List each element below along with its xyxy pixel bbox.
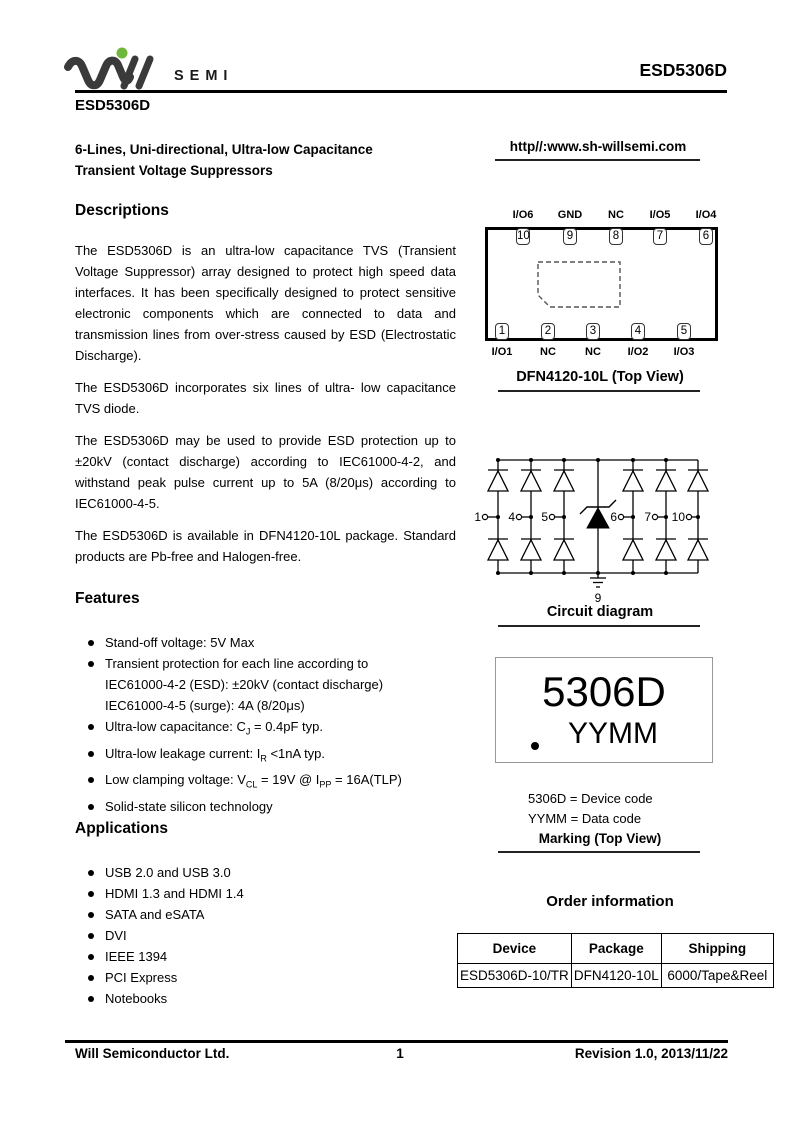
marking-device-code: 5306D — [542, 668, 666, 715]
feature-item — [75, 653, 456, 674]
order-table-cell: ESD5306D-10/TR — [458, 964, 572, 988]
feature-text: Transient protection for each line according to — [105, 656, 369, 671]
pin-number-3: 3 — [586, 323, 600, 340]
feature-item — [75, 769, 456, 796]
circuit-pin-7: 7 — [644, 510, 651, 524]
pin-label-bottom-4: I/O2 — [627, 346, 649, 358]
feature-item — [75, 632, 456, 653]
circuit-pin-9-ground: 9 — [594, 591, 602, 605]
footer-revision: Revision 1.0, 2013/11/22 — [574, 1046, 728, 1061]
die-pad-outline — [488, 230, 715, 338]
pin-number-9: 9 — [563, 228, 577, 245]
marking-box — [495, 657, 713, 763]
feature-text: Low clamping voltage: $V_{CL} = 19V$ @ $I_{PP} = 16A(TLP)$ — [105, 772, 402, 790]
application-text: DVI — [105, 928, 127, 943]
marking-legend-date: YYMM = Data code — [528, 811, 642, 826]
circuit-pin-10: 10 — [671, 510, 685, 524]
bullet-icon — [88, 640, 94, 646]
bullet-icon — [88, 751, 94, 757]
feature-item — [75, 695, 456, 716]
description-paragraph: The ESD5306D incorporates six lines of ultra- low capacitance TVS diode. — [75, 380, 456, 416]
footer-rule — [65, 1040, 728, 1043]
bullet-icon — [88, 891, 94, 897]
pin-number-2: 2 — [541, 323, 555, 340]
bullet-icon — [88, 933, 94, 939]
website-url: http//:www.sh-willsemi.com — [509, 139, 687, 154]
pin-number-6: 6 — [699, 228, 713, 245]
pin-label-top-5: I/O4 — [695, 209, 717, 221]
pin-label-bottom-1: I/O1 — [491, 346, 513, 358]
subtitle-line-1: 6-Lines, Uni-directional, Ultra-low Capacitance — [75, 142, 373, 157]
description-paragraph: The ESD5306D is an ultra-low capacitance TVS (Transient Voltage Suppressor) array designed to protect high speed data interfaces. It has been specifically designed to protect sensitive electronic components which are connected to data and transmission lines from over-stress caused by ESD (Electrostatic Discharge). — [75, 243, 456, 363]
marking-figure — [470, 650, 730, 860]
pin-number-4: 4 — [631, 323, 645, 340]
feature-text: Ultra-low leakage current: $I_R <1nA$ typ. — [105, 745, 326, 764]
footer-company: Will Semiconductor Ltd. — [75, 1046, 230, 1061]
bullet-icon — [88, 954, 94, 960]
feature-item — [75, 716, 456, 743]
application-text: IEEE 1394 — [105, 949, 168, 964]
bullet-icon — [88, 777, 94, 783]
circuit-caption-rule — [498, 625, 700, 627]
application-item — [75, 862, 456, 883]
features-heading: Features — [75, 590, 140, 607]
feature-text: IEC61000-4-2 (ESD): ±20kV (contact discharge) — [105, 677, 384, 692]
order-table-cell: DFN4120-10L — [571, 964, 661, 988]
logo-slash-2 — [139, 59, 150, 86]
application-item — [75, 946, 456, 967]
pin-label-top-3: NC — [608, 209, 624, 221]
bullet-icon — [88, 870, 94, 876]
pin-number-10: 10 — [516, 228, 530, 245]
application-item — [75, 988, 456, 1009]
order-col-header: Shipping — [661, 934, 773, 964]
bullet-icon — [88, 975, 94, 981]
circuit-pin-6: 6 — [610, 510, 617, 524]
logo-wave — [68, 59, 150, 86]
order-information-section — [440, 893, 780, 983]
bullet-icon — [88, 724, 94, 730]
doc-subtitle — [75, 139, 373, 181]
feature-item — [75, 796, 456, 817]
order-table-body — [458, 964, 774, 988]
applications-list — [75, 862, 456, 1009]
order-col-header: Package — [571, 934, 661, 964]
pin1-marker-dot-icon — [531, 742, 539, 750]
marking-legend-device: 5306D = Device code — [528, 791, 653, 806]
circuit-schematic — [470, 450, 730, 608]
pin-number-5: 5 — [677, 323, 691, 340]
pin-label-top-2: GND — [557, 209, 583, 221]
bullet-icon — [88, 912, 94, 918]
header-rule — [75, 90, 727, 93]
application-item — [75, 883, 456, 904]
applications-heading: Applications — [75, 820, 169, 837]
application-text: SATA and eSATA — [105, 907, 205, 922]
order-table-header-row — [458, 934, 774, 964]
feature-text: Solid-state silicon technology — [105, 798, 273, 814]
part-number-heading: ESD5306D — [75, 97, 151, 114]
package-diagram-figure — [470, 200, 730, 396]
pin-number-8: 8 — [609, 228, 623, 245]
logo-green-dot-icon — [117, 48, 128, 59]
order-table-cell: 6000/Tape&Reel — [661, 964, 773, 988]
header-part-title: ESD5306D — [639, 60, 727, 80]
pin-number-7: 7 — [653, 228, 667, 245]
bullet-icon — [88, 804, 94, 810]
website-underline — [495, 159, 700, 161]
application-text: PCI Express — [105, 970, 178, 985]
application-item — [75, 925, 456, 946]
application-item — [75, 967, 456, 988]
circuit-pin-4: 4 — [508, 510, 515, 524]
pin-label-top-1: I/O6 — [512, 209, 534, 221]
order-info-table — [457, 933, 774, 988]
will-semi-logo — [63, 46, 163, 92]
circuit-caption: Circuit diagram — [546, 604, 654, 620]
pin-label-bottom-3: NC — [585, 346, 601, 358]
package-caption-rule — [498, 390, 700, 392]
description-paragraph: The ESD5306D is available in DFN4120-10L package. Standard products are Pb-free and Halogen-free. — [75, 528, 456, 564]
package-outline — [485, 227, 718, 341]
order-info-heading: Order information — [546, 893, 674, 910]
circuit-diagram-figure — [470, 450, 730, 630]
marking-caption: Marking (Top View) — [538, 831, 662, 846]
feature-text: Ultra-low capacitance: $C_J = 0.4pF$ typ. — [105, 719, 324, 737]
bullet-icon — [88, 661, 94, 667]
feature-text: Stand-off voltage: 5V Max — [105, 635, 255, 650]
application-text: USB 2.0 and USB 3.0 — [105, 865, 231, 880]
description-paragraphs — [75, 240, 456, 578]
pin-label-top-4: I/O5 — [649, 209, 671, 221]
order-table-row — [458, 964, 774, 988]
circuit-pin-1: 1 — [474, 510, 481, 524]
pin-label-bottom-5: I/O3 — [673, 346, 695, 358]
logo-brand-text: SEMI — [174, 68, 234, 84]
feature-item — [75, 743, 456, 770]
circuit-pin-5: 5 — [541, 510, 548, 524]
application-text: HDMI 1.3 and HDMI 1.4 — [105, 886, 244, 901]
descriptions-heading: Descriptions — [75, 202, 169, 219]
application-text: Notebooks — [105, 991, 168, 1006]
pin-label-bottom-2: NC — [540, 346, 556, 358]
subtitle-line-2: Transient Voltage Suppressors — [75, 163, 273, 178]
marking-date-code: YYMM — [568, 717, 658, 750]
feature-item — [75, 674, 456, 695]
features-list — [75, 632, 456, 817]
application-item — [75, 904, 456, 925]
bullet-icon — [88, 996, 94, 1002]
feature-text: IEC61000-4-5 (surge): 4A (8/20μs) — [105, 698, 305, 713]
description-paragraph: The ESD5306D may be used to provide ESD protection up to ±20kV (contact discharge) according to IEC61000-4-2, and withstand peak pulse current up to 5A (8/20μs) according to IEC61000-4-5. — [75, 433, 456, 511]
pin-number-1: 1 — [495, 323, 509, 340]
marking-caption-rule — [498, 851, 700, 853]
footer-page-number: 1 — [396, 1046, 404, 1061]
package-caption: DFN4120-10L (Top View) — [516, 369, 684, 385]
order-col-header: Device — [458, 934, 572, 964]
